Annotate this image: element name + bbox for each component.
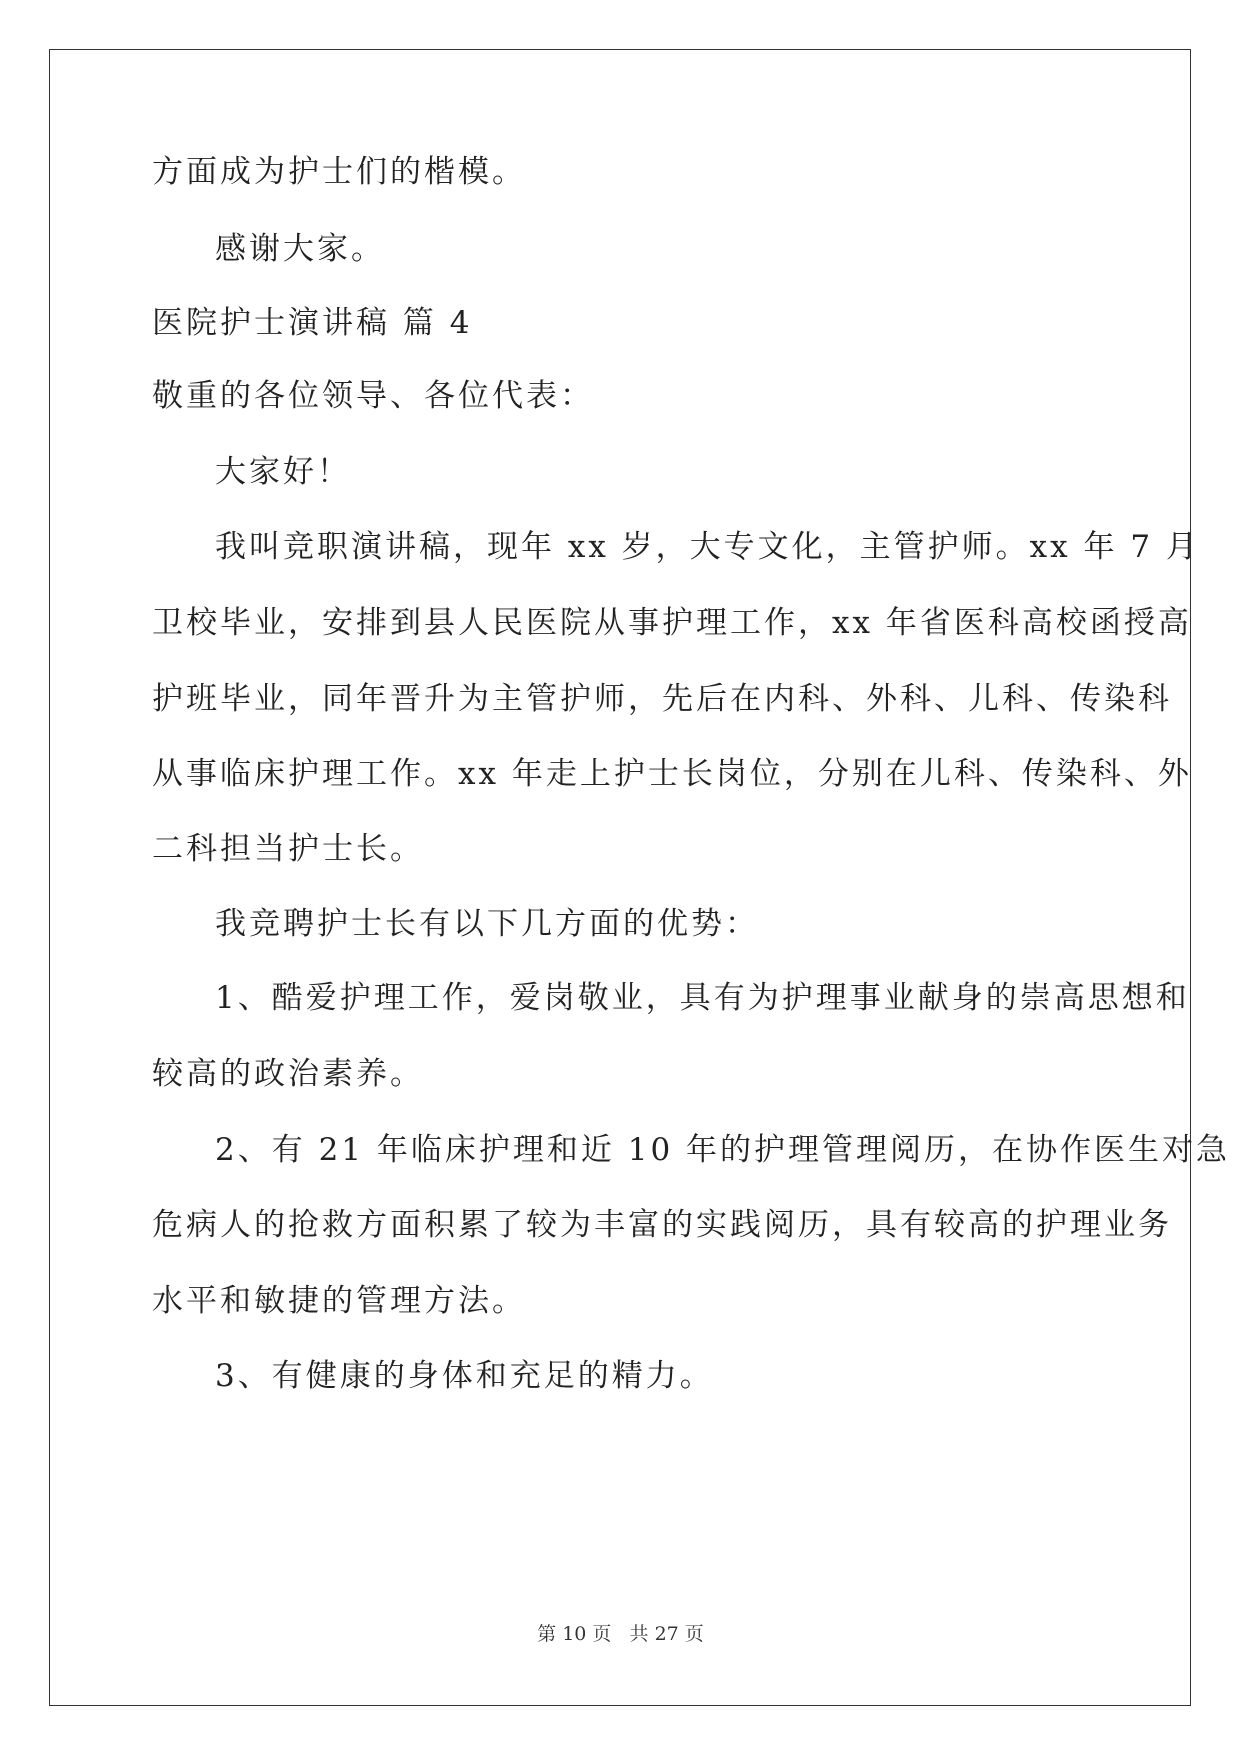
list-item-line: 较高的政治素养。 — [152, 1056, 424, 1092]
section-heading: 医院护士演讲稿 篇 4 — [152, 305, 473, 341]
list-item-line: 2、有 21 年临床护理和近 10 年的护理管理阅历，在协作医生对急 — [215, 1132, 1231, 1168]
paragraph-line: 卫校毕业，安排到县人民医院从事护理工作，xx 年省医科高校函授高 — [152, 605, 1192, 641]
list-item-line: 危病人的抢救方面积累了较为丰富的实践阅历，具有较高的护理业务 — [152, 1207, 1172, 1243]
paragraph-line: 我叫竞职演讲稿，现年 xx 岁，大专文化，主管护师。xx 年 7 月 — [215, 529, 1200, 565]
paragraph-line: 二科担当护士长。 — [152, 831, 424, 867]
list-item-line: 3、有健康的身体和充足的精力。 — [215, 1358, 714, 1394]
paragraph-line: 感谢大家。 — [215, 231, 385, 267]
list-item-line: 水平和敏捷的管理方法。 — [152, 1283, 526, 1319]
paragraph-line: 从事临床护理工作。xx 年走上护士长岗位，分别在儿科、传染科、外 — [152, 756, 1192, 792]
page-border — [49, 49, 1231, 1706]
page-number-footer: 第 10 页 共 27 页 — [537, 1623, 704, 1645]
paragraph-line: 我竞聘护士长有以下几方面的优势： — [215, 906, 759, 942]
greeting: 大家好！ — [215, 454, 351, 490]
salutation: 敬重的各位领导、各位代表： — [152, 378, 594, 414]
paragraph-line: 护班毕业，同年晋升为主管护师，先后在内科、外科、儿科、传染科 — [152, 681, 1172, 717]
paragraph-line: 方面成为护士们的楷模。 — [152, 154, 526, 190]
list-item-line: 1、酷爱护理工作，爱岗敬业，具有为护理事业献身的崇高思想和 — [215, 980, 1190, 1016]
